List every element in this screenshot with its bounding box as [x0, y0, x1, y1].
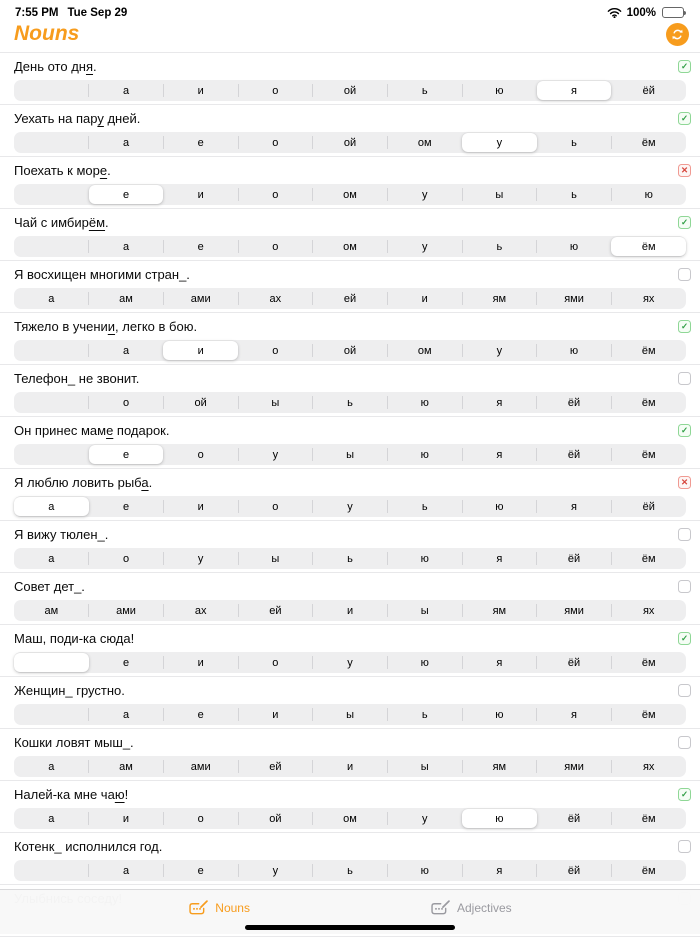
status-time: 7:55 PM — [15, 6, 59, 19]
segment-option[interactable]: а — [48, 760, 55, 773]
segment-option[interactable]: я — [462, 860, 537, 881]
sentence-text: Котенк_ исполнился год. — [14, 839, 163, 854]
segment-option[interactable]: ём — [611, 652, 686, 673]
segment-option[interactable]: у — [462, 340, 537, 361]
exercise-row — [0, 469, 700, 521]
segment-option[interactable]: а — [89, 340, 164, 361]
question-line — [0, 578, 700, 595]
segment-option[interactable]: и — [163, 341, 238, 360]
sentence-text: Совет дет_. — [14, 579, 85, 594]
segment-option[interactable]: о — [238, 80, 313, 101]
segment-option[interactable] — [14, 392, 89, 413]
segment-option[interactable]: ой — [313, 340, 388, 361]
question-line — [0, 58, 700, 75]
question-sentence — [14, 111, 140, 126]
sentence-text: Он принес мам — [14, 423, 107, 438]
exercise-row — [0, 729, 700, 781]
exercise-row — [0, 417, 700, 469]
segment-option[interactable]: я — [462, 548, 537, 569]
question-sentence — [14, 371, 139, 386]
segment-option[interactable]: ь — [462, 236, 537, 257]
segment-option[interactable]: ы — [387, 756, 462, 777]
answer-segmented-control — [14, 444, 686, 465]
question-line — [0, 734, 700, 751]
question-line — [0, 318, 700, 335]
question-line — [0, 786, 700, 803]
segment-option[interactable]: ю — [462, 809, 537, 828]
segment-option[interactable]: ём — [611, 808, 686, 829]
home-indicator[interactable] — [245, 925, 455, 930]
segment-option[interactable]: я — [462, 392, 537, 413]
segment-option[interactable]: ями — [537, 756, 612, 777]
exercise-row — [0, 833, 700, 885]
sync-refresh-icon — [670, 27, 685, 42]
exercise-row — [0, 677, 700, 729]
segment-option[interactable]: е — [89, 445, 164, 464]
answer-segmented-control — [14, 704, 686, 725]
segment-option[interactable]: е — [163, 132, 238, 153]
question-line — [0, 474, 700, 491]
exercise-row — [0, 625, 700, 677]
question-sentence — [14, 267, 190, 282]
segment-option[interactable]: у — [387, 184, 462, 205]
answer-segmented-control — [14, 184, 686, 205]
segment-option[interactable]: а — [89, 132, 164, 153]
segment-option[interactable] — [14, 132, 89, 153]
status-date: Tue Sep 29 — [67, 6, 128, 19]
segment-option[interactable]: у — [238, 860, 313, 881]
page-title: Nouns — [14, 22, 80, 45]
segment-option[interactable]: ам — [89, 288, 164, 309]
segment-option[interactable]: а — [48, 552, 55, 565]
segment-option[interactable]: ах — [238, 288, 313, 309]
segment-option[interactable]: у — [313, 496, 388, 517]
exercise-row — [0, 105, 700, 157]
segment-option[interactable]: ей — [313, 288, 388, 309]
segment-option[interactable]: а — [89, 704, 164, 725]
answer-segmented-control — [14, 600, 686, 621]
answer-segmented-control — [14, 756, 686, 777]
question-line — [0, 110, 700, 127]
segment-option[interactable]: о — [238, 236, 313, 257]
segment-option[interactable] — [14, 860, 89, 881]
sentence-text: Я восхищен многими стран_. — [14, 267, 190, 282]
segment-option[interactable]: а — [89, 236, 164, 257]
tab-nouns[interactable] — [188, 898, 250, 918]
segment-option[interactable]: а — [14, 497, 89, 516]
tab-adjectives[interactable] — [430, 898, 512, 918]
segment-option[interactable]: ы — [387, 600, 462, 621]
segment-option[interactable]: о — [89, 548, 164, 569]
sentence-text: . — [105, 215, 109, 230]
segment-option[interactable]: о — [238, 652, 313, 673]
segment-option[interactable]: е — [163, 236, 238, 257]
segment-option[interactable]: ы — [238, 392, 313, 413]
segment-option[interactable] — [14, 653, 89, 672]
segment-option[interactable]: ь — [571, 136, 577, 149]
compose-ellipsis-icon — [188, 900, 209, 916]
segment-option[interactable]: ам — [44, 604, 59, 617]
compose-ellipsis-icon — [430, 900, 451, 916]
segment-option[interactable] — [14, 236, 89, 257]
exercise-list — [0, 52, 700, 937]
question-sentence — [14, 839, 162, 854]
segment-option[interactable]: о — [197, 448, 204, 461]
answer-segmented-control — [14, 80, 686, 101]
segment-option[interactable]: ы — [313, 444, 388, 465]
segment-option[interactable]: и — [313, 756, 388, 777]
segment-option[interactable]: ом — [313, 808, 388, 829]
segment-option[interactable] — [14, 340, 89, 361]
segment-option[interactable]: ом — [313, 184, 388, 205]
sentence-text: . — [93, 59, 97, 74]
segment-option[interactable]: о — [272, 344, 279, 357]
segment-option[interactable]: у — [238, 444, 313, 465]
segment-option[interactable]: ы — [238, 548, 313, 569]
segment-option[interactable]: у — [387, 236, 462, 257]
exercise-row — [0, 781, 700, 833]
segment-option[interactable] — [14, 80, 89, 101]
question-sentence — [14, 735, 134, 750]
segment-option[interactable]: ям — [462, 288, 537, 309]
result-empty-checkbox[interactable] — [678, 684, 691, 697]
sentence-text: подарок. — [113, 423, 170, 438]
segment-option[interactable]: о — [163, 808, 238, 829]
segment-option[interactable]: ю — [387, 652, 462, 673]
result-empty-checkbox[interactable] — [678, 372, 691, 385]
wifi-icon — [607, 7, 622, 18]
segment-option[interactable]: я — [462, 444, 537, 465]
result-wrong-checkbox[interactable]: ✕ — [678, 476, 691, 489]
segment-option[interactable]: ой — [163, 392, 238, 413]
sentence-text: Чай с имбир — [14, 215, 89, 230]
status-bar — [0, 0, 700, 21]
segment-option[interactable]: и — [197, 188, 204, 201]
segment-option[interactable]: ой — [313, 80, 388, 101]
battery-percent: 100% — [626, 6, 656, 19]
question-line — [0, 266, 700, 283]
result-correct-checkbox[interactable]: ✓ — [678, 788, 691, 801]
sentence-text: дней. — [103, 111, 141, 126]
answer-underlined-text: ём — [88, 215, 106, 230]
segment-option[interactable]: ю — [462, 80, 537, 101]
segment-option[interactable]: я — [537, 81, 612, 100]
segment-option[interactable]: ём — [611, 237, 686, 256]
segment-option[interactable]: и — [387, 288, 462, 309]
segment-option[interactable]: ы — [313, 704, 388, 725]
result-wrong-checkbox[interactable]: ✕ — [678, 164, 691, 177]
segment-option[interactable]: ом — [387, 132, 462, 153]
question-sentence — [14, 423, 169, 438]
segment-option[interactable]: ой — [238, 808, 313, 829]
segment-option[interactable] — [14, 184, 89, 205]
question-sentence — [14, 319, 197, 334]
question-line — [0, 630, 700, 647]
segment-option[interactable]: и — [163, 496, 238, 517]
segment-option[interactable]: ом — [313, 236, 388, 257]
question-sentence — [14, 787, 128, 802]
exercise-row — [0, 521, 700, 573]
segment-option[interactable]: ю — [387, 444, 462, 465]
result-empty-checkbox[interactable] — [678, 840, 691, 853]
question-sentence — [14, 163, 111, 178]
tab-bar — [0, 889, 700, 934]
result-correct-checkbox[interactable]: ✓ — [678, 60, 691, 73]
question-sentence — [14, 215, 109, 230]
segment-option[interactable]: ом — [387, 340, 462, 361]
segment-option[interactable]: ей — [238, 756, 313, 777]
answer-underlined-text: ю — [114, 787, 125, 802]
segment-option[interactable]: ём — [611, 444, 686, 465]
segment-option[interactable]: ём — [611, 548, 686, 569]
result-empty-checkbox[interactable] — [678, 580, 691, 593]
segment-option[interactable]: я — [462, 652, 537, 673]
result-correct-checkbox[interactable]: ✓ — [678, 424, 691, 437]
segment-option[interactable]: и — [163, 652, 238, 673]
segment-option[interactable]: о — [238, 496, 313, 517]
segment-option[interactable]: ю — [462, 704, 537, 725]
question-line — [0, 838, 700, 855]
status-right — [607, 7, 684, 19]
segment-option[interactable] — [14, 444, 89, 465]
segment-option[interactable]: а — [89, 80, 164, 101]
segment-option[interactable]: ёй — [537, 652, 612, 673]
answer-underlined-text: е — [106, 423, 114, 438]
segment-option[interactable]: ём — [611, 860, 686, 881]
segment-option[interactable]: ям — [462, 600, 537, 621]
segment-option[interactable]: ь — [313, 548, 388, 569]
answer-underlined-text: е — [99, 163, 108, 178]
segment-option[interactable]: и — [313, 600, 388, 621]
result-empty-checkbox[interactable] — [678, 736, 691, 749]
answer-segmented-control — [14, 132, 686, 153]
result-correct-checkbox[interactable]: ✓ — [678, 320, 691, 333]
segment-option[interactable]: о — [89, 392, 164, 413]
segment-option[interactable]: ю — [537, 236, 612, 257]
segment-option[interactable]: ю — [537, 340, 612, 361]
segment-option[interactable]: у — [387, 808, 462, 829]
exercise-row — [0, 157, 700, 209]
segment-option[interactable]: у — [462, 133, 537, 152]
segment-option[interactable]: е — [163, 704, 238, 725]
exercise-row — [0, 261, 700, 313]
question-line — [0, 682, 700, 699]
question-line — [0, 526, 700, 543]
segment-option[interactable]: ёй — [537, 860, 612, 881]
segment-option[interactable]: е — [122, 656, 130, 669]
segment-option[interactable]: а — [48, 292, 55, 305]
segment-option[interactable]: ях — [611, 600, 686, 621]
sentence-text: Маш, поди-ка сюда! — [14, 631, 135, 646]
segment-option[interactable]: ём — [611, 340, 686, 361]
segment-option[interactable]: о — [238, 132, 313, 153]
segment-option[interactable]: ём — [611, 704, 686, 725]
answer-segmented-control — [14, 392, 686, 413]
result-correct-checkbox[interactable]: ✓ — [678, 112, 691, 125]
segment-option[interactable]: ёй — [537, 392, 612, 413]
sentence-text: Поехать к мор — [14, 163, 100, 178]
sync-refresh-button[interactable] — [666, 23, 689, 46]
result-empty-checkbox[interactable] — [678, 528, 691, 541]
result-empty-checkbox[interactable] — [678, 268, 691, 281]
result-correct-checkbox[interactable]: ✓ — [678, 632, 691, 645]
sentence-text: , легко в бою. — [115, 319, 198, 334]
segment-option[interactable]: у — [313, 652, 388, 673]
segment-option[interactable]: и — [163, 80, 238, 101]
sentence-text: День ото дн — [14, 59, 86, 74]
segment-option[interactable]: ь — [313, 860, 388, 881]
answer-segmented-control — [14, 548, 686, 569]
segment-option[interactable]: ёй — [567, 812, 581, 825]
segment-option[interactable]: ёй — [537, 444, 612, 465]
segment-option[interactable]: ю — [387, 392, 462, 413]
tab-nouns-label: Nouns — [215, 901, 250, 915]
segment-option[interactable]: е — [163, 860, 238, 881]
question-sentence — [14, 475, 152, 490]
segment-option[interactable]: ях — [611, 756, 686, 777]
sentence-text: Женщин_ грустно. — [14, 683, 125, 698]
segment-option[interactable] — [14, 704, 89, 725]
segment-option[interactable]: ю — [462, 496, 537, 517]
segment-option[interactable]: ями — [537, 600, 612, 621]
sentence-text: Тяжело в учени — [14, 319, 108, 334]
sentence-text: ! — [124, 787, 129, 802]
question-sentence — [14, 579, 85, 594]
segment-option[interactable]: я — [537, 496, 612, 517]
answer-segmented-control — [14, 236, 686, 257]
sentence-text: Я вижу тюлен_. — [14, 527, 109, 542]
segment-option[interactable]: ём — [611, 392, 686, 413]
segment-option[interactable]: ой — [313, 132, 388, 153]
battery-icon — [662, 7, 684, 18]
answer-segmented-control — [14, 496, 686, 517]
sentence-text: Телефон_ не звонит. — [14, 371, 140, 386]
segment-option[interactable]: ь — [387, 704, 462, 725]
answer-segmented-control — [14, 860, 686, 881]
header — [0, 21, 700, 52]
segment-option[interactable]: ь — [387, 80, 462, 101]
segment-option[interactable]: ами — [163, 288, 238, 309]
segment-option[interactable]: а — [89, 860, 164, 881]
tab-adjectives-label: Adjectives — [456, 901, 512, 915]
answer-underlined-text: я — [85, 59, 94, 74]
answer-segmented-control — [14, 340, 686, 361]
segment-option[interactable]: ю — [611, 184, 686, 205]
segment-option[interactable]: у — [163, 548, 238, 569]
segment-option[interactable]: ами — [89, 600, 164, 621]
segment-option[interactable]: ах — [163, 600, 238, 621]
segment-option[interactable]: ам — [89, 756, 164, 777]
question-line — [0, 214, 700, 231]
segment-option[interactable]: ём — [611, 132, 686, 153]
exercise-row — [0, 53, 700, 105]
segment-option[interactable]: ями — [537, 288, 612, 309]
segment-option[interactable]: а — [48, 812, 55, 825]
sentence-text: Налей-ка мне ча — [14, 787, 115, 802]
sentence-text: . — [148, 475, 153, 490]
exercise-row — [0, 365, 700, 417]
segment-option[interactable]: ь — [313, 392, 388, 413]
question-sentence — [14, 683, 125, 698]
segment-option[interactable]: и — [89, 808, 164, 829]
answer-underlined-text: и — [107, 319, 116, 334]
segment-option[interactable]: ь — [537, 184, 612, 205]
question-line — [0, 162, 700, 179]
question-sentence — [14, 527, 108, 542]
segment-option[interactable]: ях — [611, 288, 686, 309]
exercise-row — [0, 313, 700, 365]
segment-option[interactable]: ю — [387, 548, 462, 569]
question-line — [0, 370, 700, 387]
answer-segmented-control — [14, 288, 686, 309]
sentence-text: Уехать на пар — [14, 111, 98, 126]
segment-option[interactable]: ы — [462, 184, 537, 205]
segment-option[interactable]: ь — [387, 496, 462, 517]
segment-option[interactable]: ей — [238, 600, 313, 621]
exercise-row — [0, 573, 700, 625]
segment-option[interactable]: ёй — [611, 496, 686, 517]
answer-segmented-control — [14, 652, 686, 673]
segment-option[interactable]: ям — [462, 756, 537, 777]
exercise-row — [0, 209, 700, 261]
answer-underlined-text: у — [97, 111, 104, 126]
question-line — [0, 422, 700, 439]
sentence-text: Я люблю ловить рыб — [14, 475, 142, 490]
sentence-text: . — [107, 163, 111, 178]
result-correct-checkbox[interactable]: ✓ — [678, 216, 691, 229]
segment-option[interactable]: ами — [163, 756, 238, 777]
question-sentence — [14, 631, 134, 646]
status-left — [15, 7, 127, 19]
segment-option[interactable]: о — [238, 184, 313, 205]
question-sentence — [14, 59, 97, 74]
segment-option[interactable]: ёй — [642, 84, 655, 97]
sentence-text: Кошки ловят мыш_. — [14, 735, 134, 750]
segment-option[interactable]: я — [537, 704, 612, 725]
segment-option[interactable]: ёй — [537, 548, 612, 569]
answer-segmented-control — [14, 808, 686, 829]
segment-option[interactable]: е — [89, 185, 164, 204]
segment-option[interactable]: ю — [387, 860, 462, 881]
segment-option[interactable]: е — [122, 500, 130, 513]
answer-underlined-text: а — [141, 475, 149, 490]
segment-option[interactable]: и — [238, 704, 313, 725]
